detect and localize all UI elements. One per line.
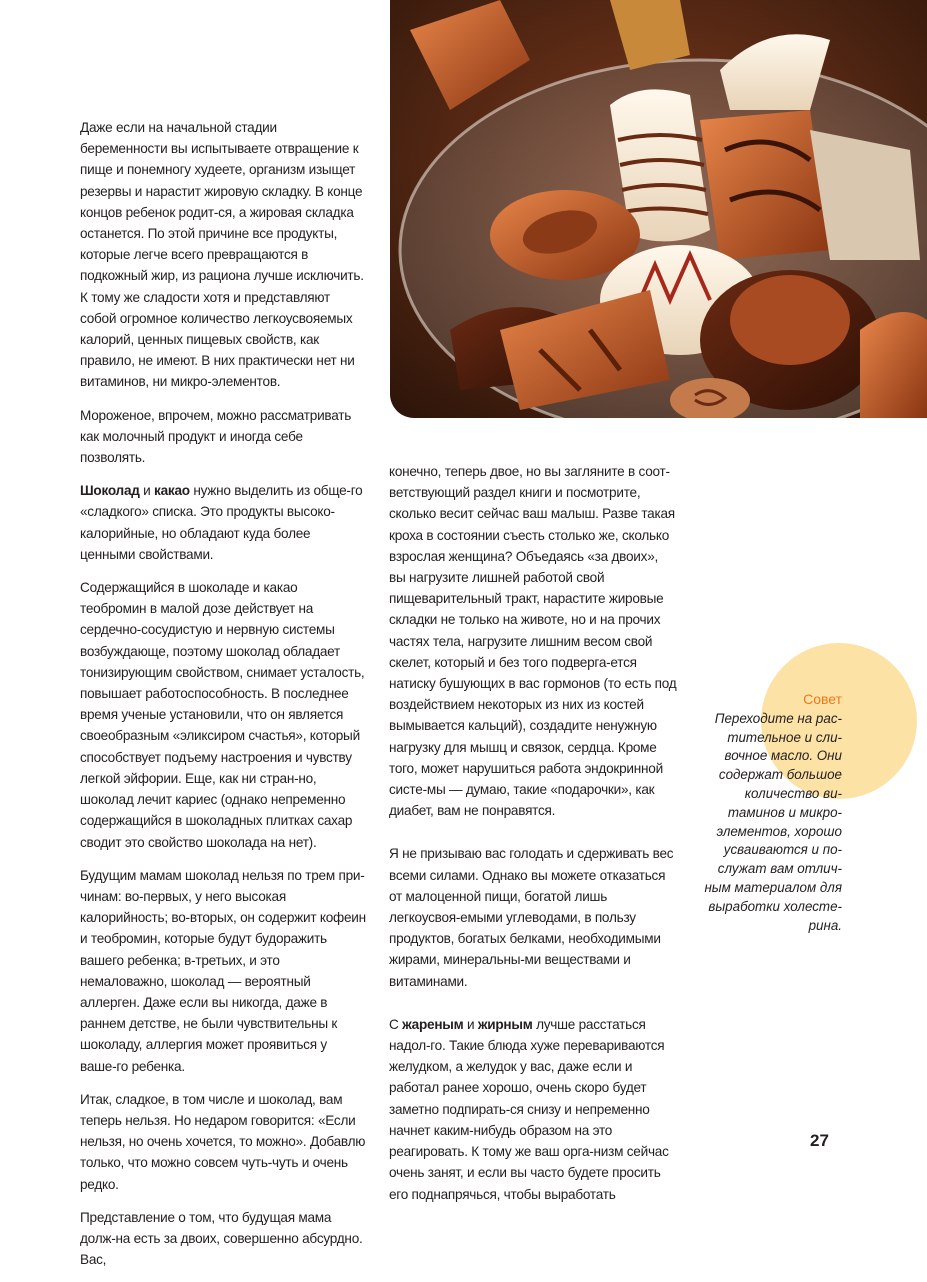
- paragraph: конечно, теперь двое, но вы загляните в соот-ветствующий раздел книги и посмотрите, сколько весит сейчас ваш малыш. Разве такая кроха в состоянии съесть столько же, сколько взрослая женщина? Объедаясь «за двоих», вы нагрузите лишней работой свой пищеварительный тракт, нарастите жировые складки не только на животе, но и на прочих частях тела, нагрузите лишним весом свой скелет, который и без того подверга-ется натиску бушующих в вас гормонов (то есть под воздействием некоторых из них из костей вымывается кальций), создадите ненужную нагрузку для мышц и связок, сердца. Кроме того, может нарушиться работа эндокринной систе-мы — думаю, такие «подарочки», как диабет, вам не понравятся.: [389, 464, 677, 819]
- tip-title: Совет: [803, 691, 842, 707]
- paragraph: Итак, сладкое, в том числе и шоколад, вам теперь нельзя. Но недаром говорится: «Если нельзя, но очень хочется, то можно». Добавлю только, что можно совсем чуть-чуть и очень редко.: [80, 1091, 366, 1192]
- paragraph: Мороженое, впрочем, можно рассматривать как молочный продукт и иногда себе позволять.: [80, 407, 352, 466]
- bold-term: Шоколад: [80, 483, 140, 499]
- bold-term: какао: [154, 483, 190, 499]
- paragraph: Шоколад и какао нужно выделить из обще-го «сладкого» списка. Это продукты высоко-калорийные, но обладают куда более ценными свойствами.: [80, 483, 363, 562]
- bold-term: жирным: [477, 1016, 533, 1032]
- left-column: [80, 117, 366, 1282]
- paragraph: С жареным и жирным лучше расстаться надол-го. Такие блюда хуже перевариваются желудком, а желудок у вас, даже если и работал ранее хорошо, очень скоро будет заметно подпирать-ся снизу и непременно начнет каким-нибудь образом на это реагировать. К тому же ваш орга-низм сейчас очень занят, и если вы часто будете просить его поднапрячься, чтобы выработать: [389, 1016, 669, 1202]
- bold-term: жареным: [402, 1016, 464, 1032]
- chocolates-photo: [390, 0, 927, 418]
- paragraph: Представление о том, что будущая мама долж-на есть за двоих, совершенно абсурдно. Вас,: [80, 1209, 363, 1268]
- paragraph: Содержащийся в шоколаде и какао теобромин в малой дозе действует на сердечно-сосудистую и нервную системы возбуждающе, поэтому шоколад обладает тонизирующим свойством, снимает усталость, повышает работоспособность. В последнее время ученые установили, что он является своеобразным «эликсиром счастья», который способствует подъему настроения и чувству легкой эйфории. Еще, как ни стран-но, шоколад лечит кариес (однако непременно содержащийся в шоколадных плитках сахар сводит это свойство шоколада на нет).: [80, 580, 365, 850]
- paragraph: Я не призываю вас голодать и сдерживать вес всеми силами. Однако вы можете отказаться от малоценной пищи, богатой лишь легкоусвоя-емыми углеводами, в пользу продуктов, богатых белками, необходимыми жирами, минеральны-ми веществами и витаминами.: [389, 846, 674, 989]
- paragraph: Будущим мамам шоколад нельзя по трем при-чинам: во-первых, у него высокая калорийность; во-вторых, он содержит кофеин и теобромин, которые будут будоражить вашего ребенка; в-третьих, и это немаловажно, шоколад — вероятный аллерген. Даже если вы никогда, даже в раннем детстве, не были чувствительны к шоколаду, аллергия может проявиться у ваше-го ребенка.: [80, 867, 366, 1074]
- tip-text: Переходите на рас-тительное и сли-вочное масло. Они содержат большое количество ви-таминов и микро-элементов, хорошо усваиваются и по-служат вам отлич-ным материалом для выработки холесте-рина.: [704, 710, 842, 933]
- middle-column: [389, 461, 677, 1217]
- tip-sidebar: [700, 690, 842, 935]
- paragraph: Даже если на начальной стадии беременности вы испытываете отвращение к пище и понемногу худеете, организм изыщет резервы и нарастит жировую складку. В конце концов ребенок родит-ся, а жировая складка останется. По этой причине все продукты, которые легче всего превращаются в подкожный жир, из рациона лучше исключить. К тому же сладости хотя и представляют собой огромное количество легкоусвояемых калорий, ценных пищевых свойств, как правило, не имеют. В них практически нет ни витаминов, ни микро-элементов.: [80, 120, 364, 390]
- page-number: 27: [810, 1131, 829, 1150]
